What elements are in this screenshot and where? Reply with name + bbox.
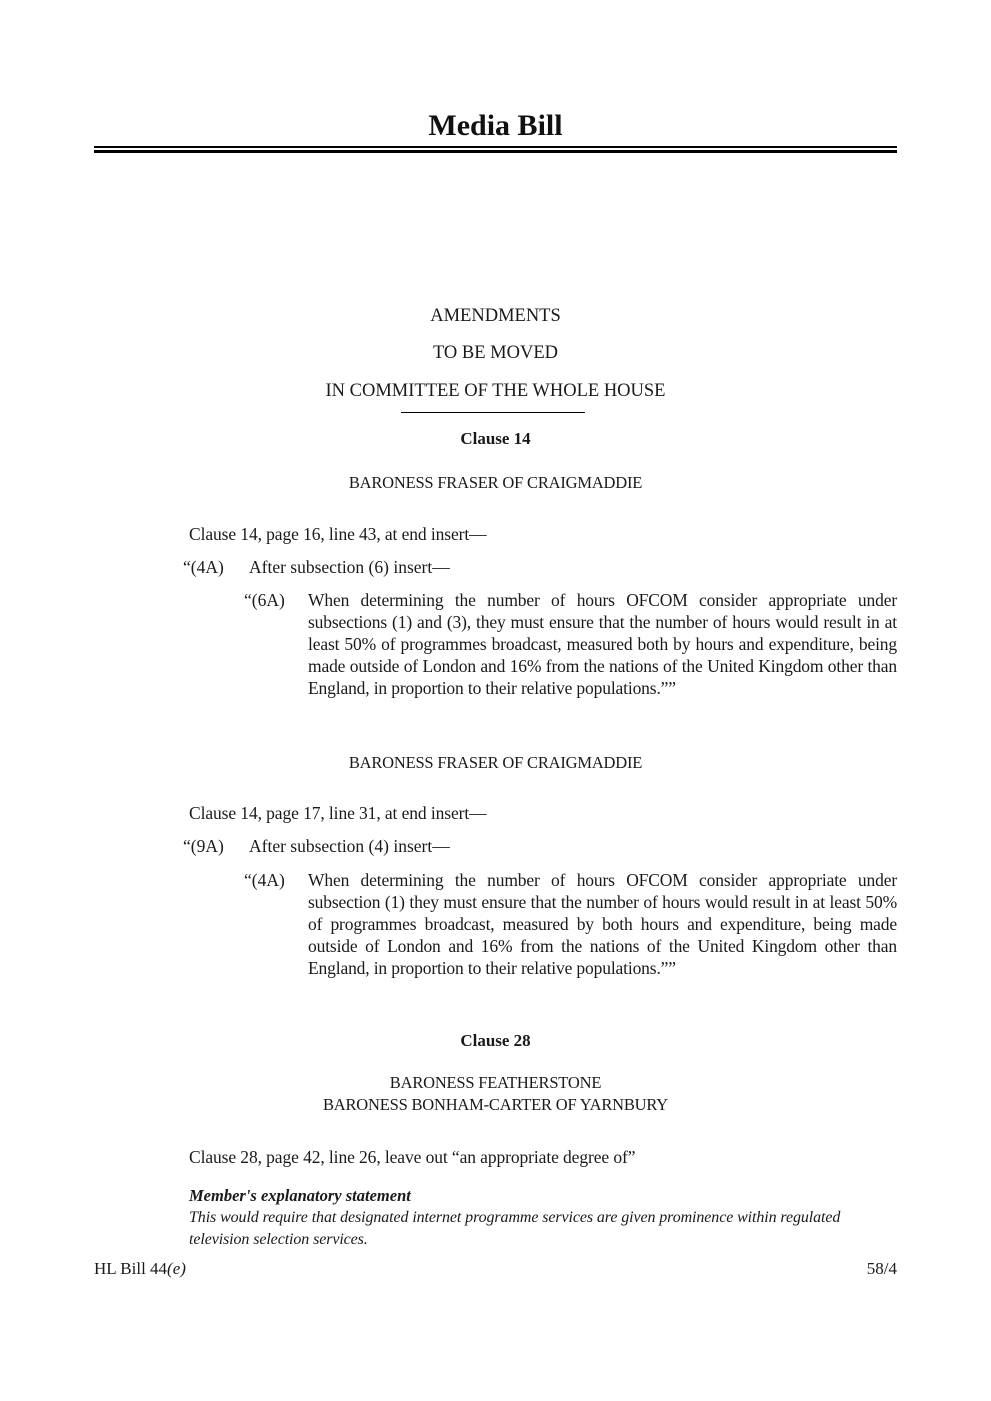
amendment-instruction: Clause 28, page 42, line 26, leave out “an appropriate degree of” — [189, 1147, 636, 1167]
subsection-number: “(9A) — [183, 836, 224, 856]
inserted-subsection-text: When determining the number of hours OFCOM consider appropriate under subsections (1) and (3), they must ensure that the number of hours would result in at least 50% of programmes broadcast, measured both by hours and expenditure, being made outside of London and 16% from the nations of the United Kingdom other than England, in proportion to their relative populations.”” — [308, 590, 897, 698]
subsection-text: After subsection (4) insert— — [249, 836, 450, 856]
amendment-sponsor: BARONESS BONHAM-CARTER OF YARNBURY — [322, 1095, 669, 1114]
title-rule-thick — [94, 150, 897, 153]
bill-number: HL Bill 44 — [94, 1259, 168, 1278]
inserted-subsection-text: When determining the number of hours OFCOM consider appropriate under subsection (1) they must ensure that the number of hours would result in at least 50% of programmes broadcast, measured by both hours and expenditure, being made outside of London and 16% from the nations of the United Kingdom other than England, in proportion to their relative populations.”” — [308, 870, 897, 978]
amendment-instruction: Clause 14, page 17, line 31, at end insert— — [189, 803, 487, 823]
intro-amendments: AMENDMENTS — [430, 306, 561, 326]
section-divider — [401, 412, 585, 414]
amendment-sponsor: BARONESS FRASER OF CRAIGMADDIE — [348, 473, 643, 492]
document-title: Media Bill — [428, 109, 563, 142]
page-reference: 58/4 — [866, 1259, 897, 1278]
intro-to-be-moved: TO BE MOVED — [432, 343, 559, 363]
explanatory-statement-text: This would require that designated internet programme services are given prominence within regulated television selection services. — [189, 1209, 841, 1248]
clause-heading: Clause 28 — [460, 1031, 531, 1050]
bill-reference — [94, 1258, 186, 1280]
inserted-subsection-number: “(4A) — [244, 870, 285, 890]
intro-committee: IN COMMITTEE OF THE WHOLE HOUSE — [325, 381, 666, 401]
bill-suffix: (e) — [167, 1259, 186, 1278]
title-rule-thin — [94, 146, 897, 148]
subsection-text: After subsection (6) insert— — [249, 557, 450, 577]
amendment-sponsor: BARONESS FEATHERSTONE — [389, 1073, 602, 1092]
clause-heading: Clause 14 — [460, 429, 531, 448]
amendment-instruction: Clause 14, page 16, line 43, at end insert— — [189, 524, 487, 544]
explanatory-statement-title: Member's explanatory statement — [189, 1186, 411, 1205]
amendment-sponsor: BARONESS FRASER OF CRAIGMADDIE — [348, 753, 643, 772]
subsection-number: “(4A) — [183, 557, 224, 577]
inserted-subsection-number: “(6A) — [244, 590, 285, 610]
